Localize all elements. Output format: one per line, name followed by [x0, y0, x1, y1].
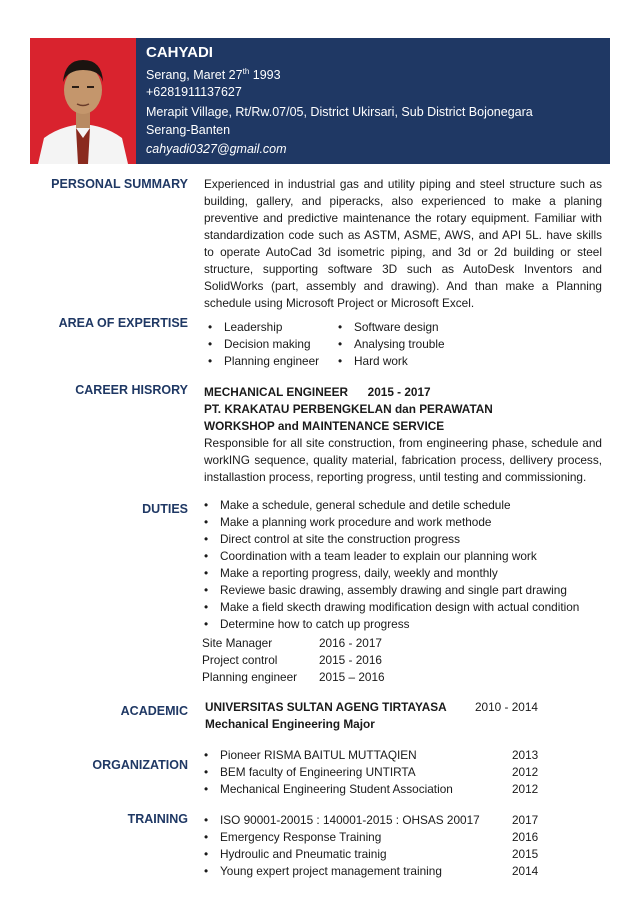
- expertise-item: • Analysing trouble: [336, 336, 445, 353]
- organization-label: ORGANIZATION: [92, 758, 188, 772]
- expertise-item: • Hard work: [336, 353, 445, 370]
- role-row: Site Manager 2016 - 2017: [202, 636, 382, 650]
- duty-item: • Make a field skecth drawing modification design with actual condition: [202, 599, 579, 616]
- university-name: UNIVERSITAS SULTAN AGENG TIRTAYASA: [205, 700, 447, 714]
- organization-list: [202, 747, 542, 798]
- duty-item: • Make a reporting progress, daily, weekly and monthly: [202, 565, 579, 582]
- academic-label: ACADEMIC: [120, 704, 188, 718]
- training-label: TRAINING: [127, 812, 188, 826]
- organization-item: • Pioneer RISMA BAITUL MUTTAQIEN 2013: [202, 747, 542, 764]
- expertise-right-column: [336, 319, 445, 370]
- career-title: MECHANICAL ENGINEER 2015 - 2017: [204, 385, 431, 399]
- training-item: • Young expert project management training 2014: [202, 863, 542, 880]
- career-description: Responsible for all site construction, from engineering phase, schedule and workING sequence, quality material, fabrication process, dellivery process, installastion process, reporting progress, until testing and commissioning.: [204, 436, 602, 484]
- career-company: PT. KRAKATAU PERBENGKELAN dan PERAWATAN: [204, 402, 493, 416]
- expertise-left-column: [206, 319, 319, 370]
- expertise-item: • Software design: [336, 319, 445, 336]
- address-line-1: Merapit Village, Rt/Rw.07/05, District Ukirsari, Sub District Bojonegara: [146, 105, 533, 119]
- expertise-item: • Decision making: [206, 336, 319, 353]
- duty-item: • Make a planning work procedure and work methode: [202, 514, 579, 531]
- expertise-list: [204, 319, 602, 373]
- academic-major: Mechanical Engineering Major: [205, 717, 375, 731]
- training-item: • Hydroulic and Pneumatic trainig 2015: [202, 846, 542, 863]
- role-row: Planning engineer 2015 – 2016: [202, 670, 385, 684]
- address-line-2: Serang-Banten: [146, 123, 231, 137]
- roles-table: [202, 636, 502, 687]
- header-banner: [136, 38, 610, 164]
- training-item: • ISO 90001-20015 : 140001-2015 : OHSAS 20017 2017: [202, 812, 542, 829]
- profile-photo: [30, 38, 136, 164]
- organization-item: • BEM faculty of Engineering UNTIRTA 2012: [202, 764, 542, 781]
- candidate-name: CAHYADI: [146, 44, 213, 61]
- portrait-image: [30, 38, 136, 164]
- duty-item: • Direct control at site the construction progress: [202, 531, 579, 548]
- duty-item: • Reviewe basic drawing, assembly drawing and single part drawing: [202, 582, 579, 599]
- summary-label: PERSONAL SUMMARY: [51, 177, 188, 191]
- duties-list: [202, 497, 579, 633]
- organization-item: • Mechanical Engineering Student Association 2012: [202, 781, 542, 798]
- role-row: Project control 2015 - 2016: [202, 653, 382, 667]
- summary-text: Experienced in industrial gas and utility piping and steel structure such as building, gallery, and piperacks, also experienced to make a planing preventive and predictive maintenance the rotary equipment. Familiar with standardization code such as ASTM, ASME, AWS, and API 5L. have skills to operate AutoCad 3d isometric piping, and 3d or 2d building or steel structure, supporting software 3D such as AutoDesk Inventors and SolidWorks (part, assembly and drawing). And than make a Planning schedule using Microsoft Project or Microsoft Excel.: [204, 177, 602, 310]
- phone-number: +6281911137627: [146, 85, 242, 99]
- expertise-item: • Planning engineer: [206, 353, 319, 370]
- career-label: CAREER HISRORY: [75, 383, 188, 397]
- training-item: • Emergency Response Training 2016: [202, 829, 542, 846]
- duty-item: • Make a schedule, general schedule and detile schedule: [202, 497, 579, 514]
- email-address: cahyadi0327@gmail.com: [146, 142, 287, 156]
- duty-item: • Determine how to catch up progress: [202, 616, 579, 633]
- duty-item: • Coordination with a team leader to explain our planning work: [202, 548, 579, 565]
- expertise-label: AREA OF EXPERTISE: [58, 316, 188, 330]
- academic-period: 2010 - 2014: [475, 700, 538, 714]
- academic-block: [205, 699, 605, 733]
- university-row: [205, 699, 605, 716]
- career-unit: WORKSHOP and MAINTENANCE SERVICE: [204, 419, 445, 433]
- duties-label: DUTIES: [142, 502, 188, 516]
- expertise-item: • Leadership: [206, 319, 319, 336]
- birth-info: Serang, Maret 27th 1993: [146, 67, 281, 83]
- training-list: [202, 812, 542, 880]
- career-block: [204, 384, 602, 486]
